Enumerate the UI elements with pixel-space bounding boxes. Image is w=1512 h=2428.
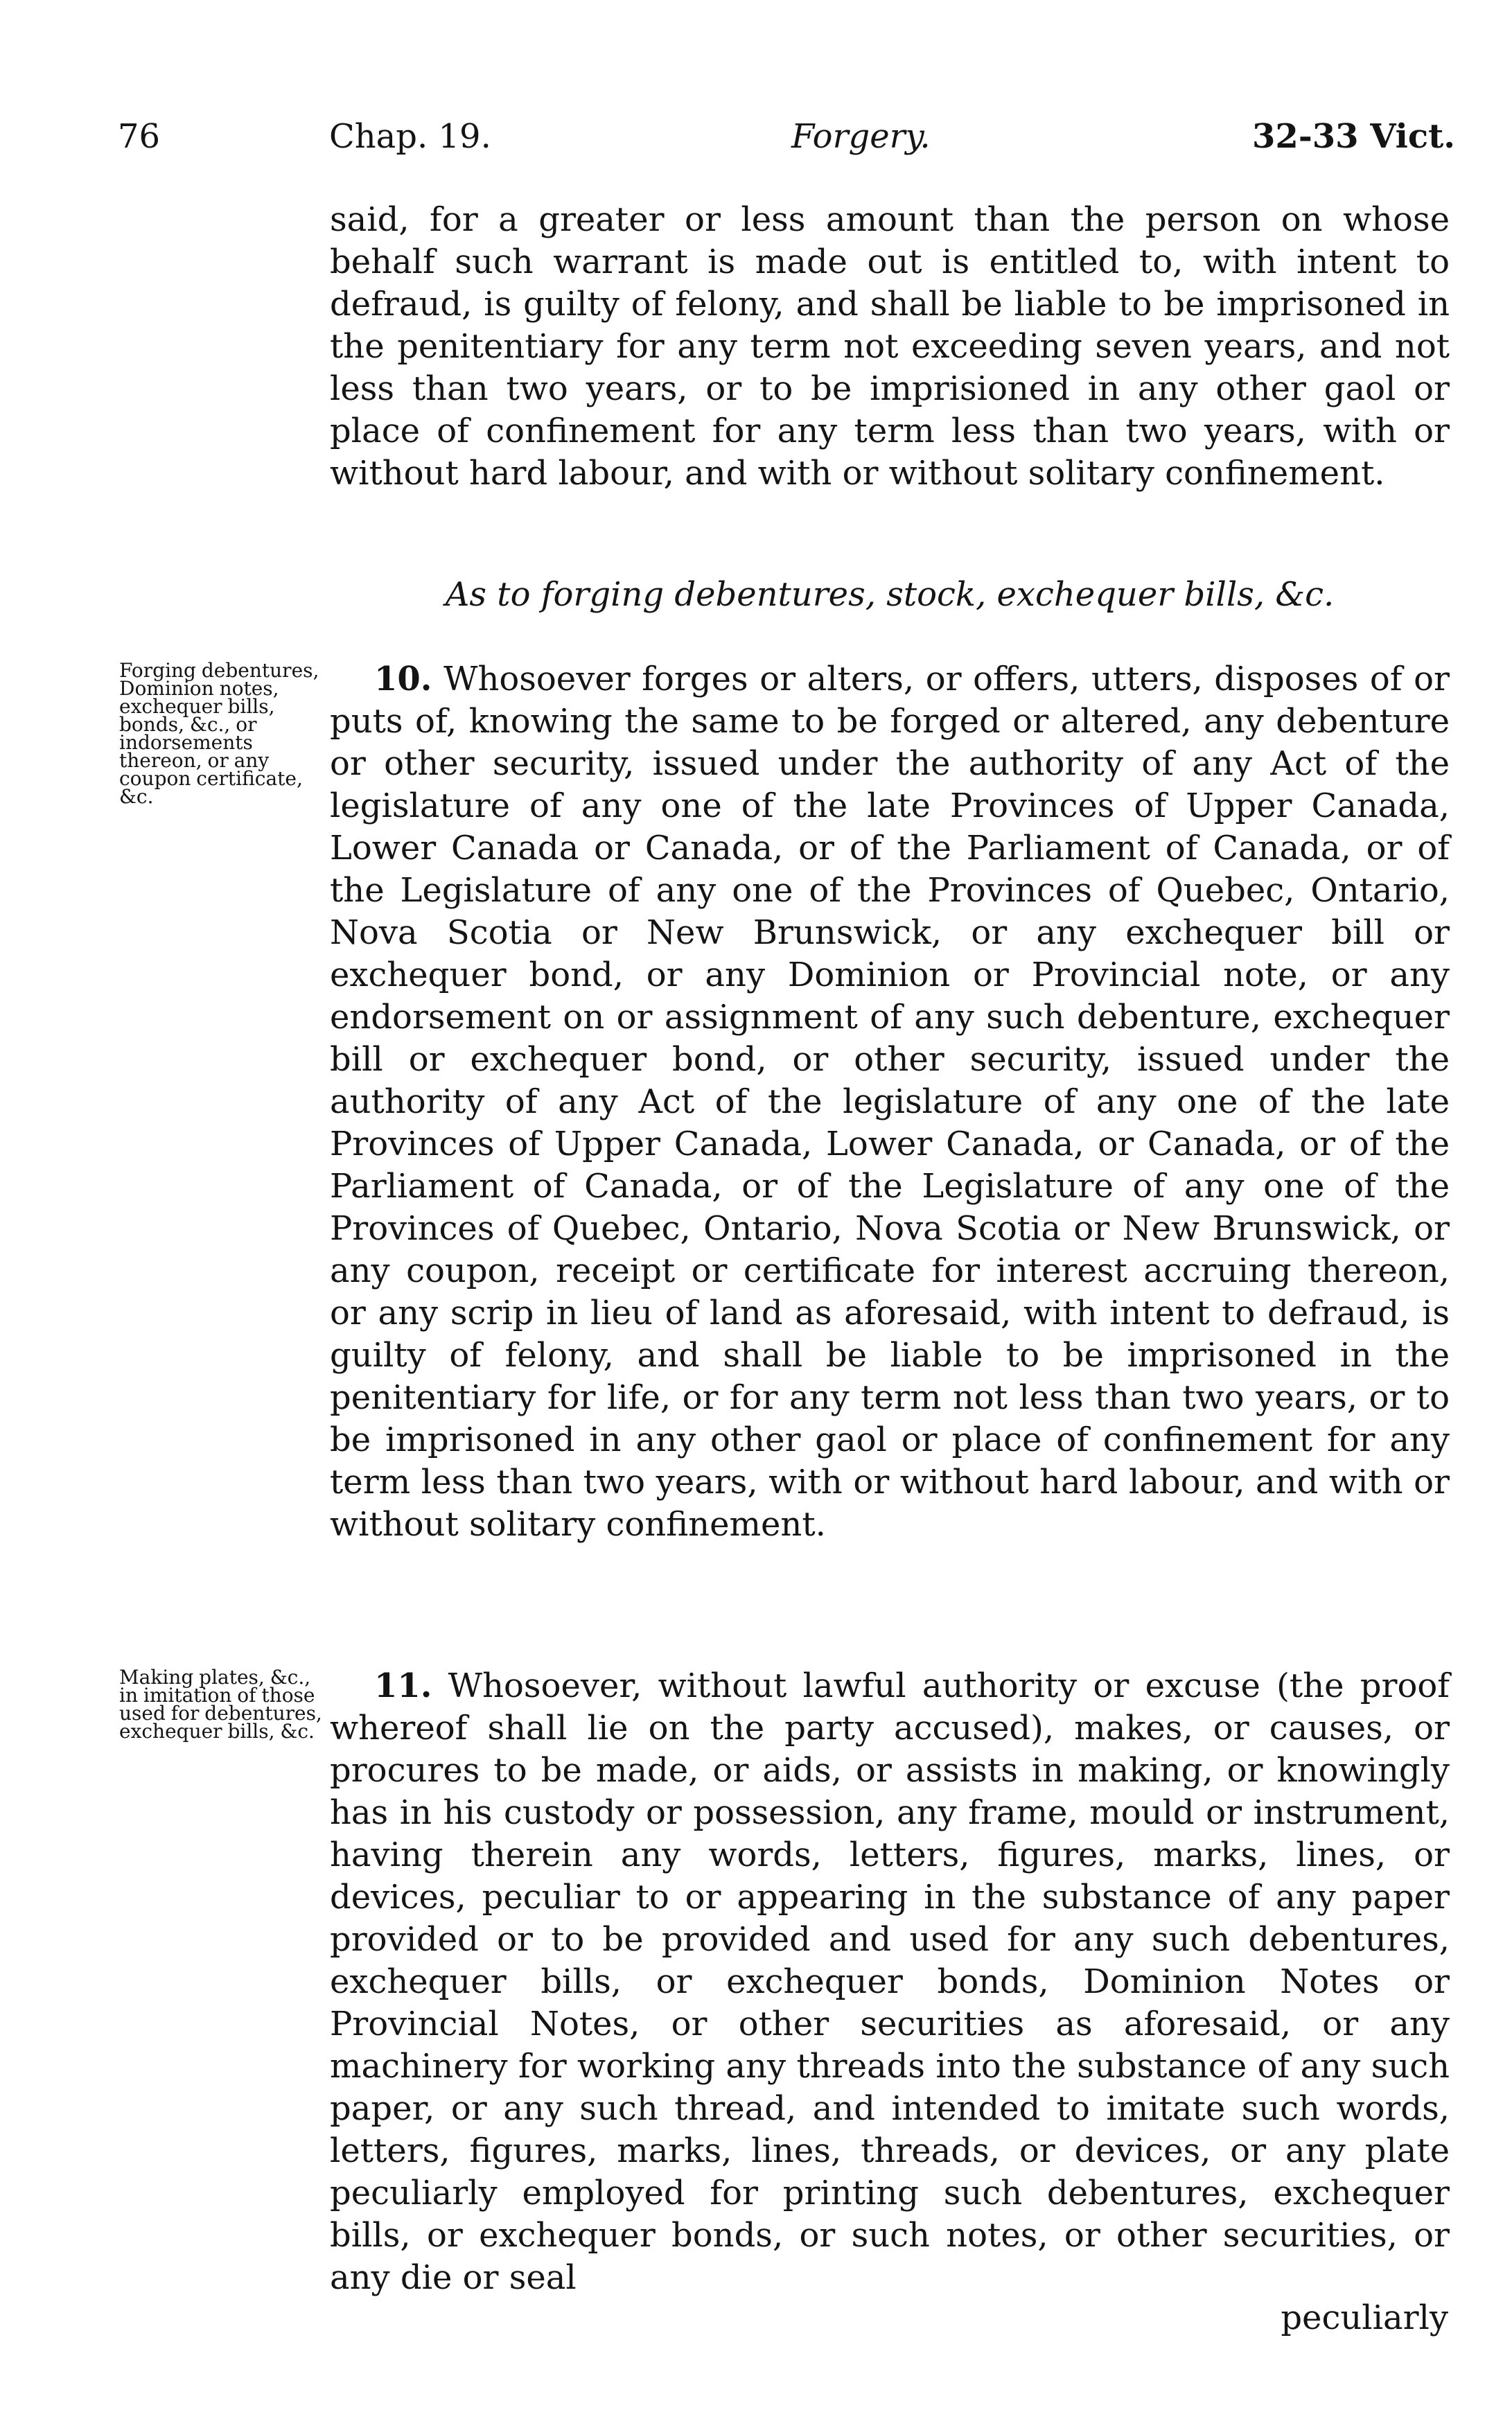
continuation-paragraph [330,199,1450,495]
margin-note-section-10: Forging debentures, Dominion notes, exchequer bills, bonds, &c., or indorsements thereon, or any coupon certificate, &c. [119,659,319,808]
section-10-number: 10. [374,660,432,698]
margin-note-section-11: Making plates, &c., in imitation of those used for debentures, exchequer bills, &c. [119,1666,322,1743]
section-11-text: Whosoever, without lawful authority or excuse (the proof whereof shall lie on the party accused), makes, or causes, or procures to be made, or aids, or assists in making, or knowingly has in his custody or possession, any frame, mould or instrument, having therein any words, letters, figures, marks, lines, or devices, peculiar to or appearing in the substance of any paper provided or to be provided and used for any such debentures, exchequer bills, or exchequer bonds, Dominion Notes or Provincial Notes, or other securities as aforesaid, or any machinery for working any threads into the substance of any such paper, or any such thread, and intended to imitate such words, letters, figures, marks, lines, threads, or devices, or any plate peculiarly employed for printing such debentures, exchequer bills, or exchequer bonds, or such notes, or other securities, or any die or seal [330,1666,1450,2297]
regnal-year: 32-33 Vict. [1252,117,1455,156]
section-10-text: Whosoever forges or alters, or offers, utters, disposes of or puts of, knowing the same to be forged or altered, any debenture or other security, issued under the authority of any Act of the legislature of any one of the late Provinces of Upper Canada, Lower Canada or Canada, or of the Parliament of Canada, or of the Legislature of any one of the Provinces of Quebec, Ontario, Nova Scotia or New Brunswick, or any exchequer bill or exchequer bond, or any Dominion or Provincial note, or any endorsement on or assignment of any such debenture, exchequer bill or exchequer bond, or other security, issued under the authority of any Act of the legislature of any one of the late Provinces of Upper Canada, Lower Canada, or Canada, or of the Parliament of Canada, or of the Legislature of any one of the Provinces of Quebec, Ontario, Nova Scotia or New Brunswick, or any coupon, receipt or certificate for interest accruing thereon, or any scrip in lieu of land as aforesaid, with intent to defraud, is guilty of felony, and shall be liable to be imprisoned in the penitentiary for life, or for any term not less than two years, or to be imprisoned in any other gaol or place of confinement for any term less than two years, with or without hard labour, and with or without solitary confinement. [330,660,1450,1544]
continuation-text: said, for a greater or less amount than the person on whose behalf such warrant is made out is entitled to, with intent to defraud, is guilty of felony, and shall be liable to be imprisoned in the penitentiary for any term not exceeding seven years, and not less than two years, or to be imprisioned in any other gaol or place of confinement for any term less than two years, with or without hard labour, and with or without solitary confinement. [330,200,1450,493]
section-heading: As to forging debentures, stock, exchequer bills, &c. [445,575,1335,614]
section-11 [330,1665,1450,2299]
section-10 [330,658,1450,1546]
running-header [118,112,1455,161]
running-title: Forgery. [791,117,931,156]
catchword: peculiarly [1281,2298,1448,2337]
chapter-label: Chap. 19. [329,117,491,156]
section-11-number: 11. [374,1666,432,1705]
page-number: 76 [118,117,161,156]
